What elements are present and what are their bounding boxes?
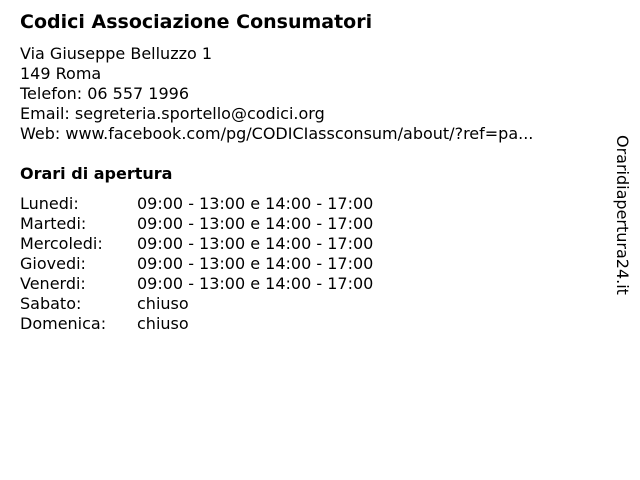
day-label: Venerdi: (20, 274, 86, 293)
day-hours: 09:00 - 13:00 e 14:00 - 17:00 (137, 254, 374, 273)
day-label: Domenica: (20, 314, 107, 333)
hours-row-sunday (20, 314, 373, 334)
day-hours: 09:00 - 13:00 e 14:00 - 17:00 (137, 234, 374, 253)
address-street: Via Giuseppe Belluzzo 1 (20, 44, 213, 63)
day-hours: 09:00 - 13:00 e 14:00 - 17:00 (137, 274, 374, 293)
day-label: Mercoledi: (20, 234, 103, 253)
day-label: Sabato: (20, 294, 82, 313)
hours-row-friday (20, 274, 373, 294)
day-label: Giovedi: (20, 254, 86, 273)
day-hours: chiuso (137, 294, 189, 313)
hours-row-thursday (20, 254, 373, 274)
website-url: Web: www.facebook.com/pg/CODICIassconsum/about/?ref=pa... (20, 124, 534, 143)
day-label: Lunedi: (20, 194, 79, 213)
contact-info (20, 44, 533, 144)
address-city: 149 Roma (20, 64, 102, 83)
phone-number: Telefon: 06 557 1996 (20, 84, 190, 103)
email-address: Email: segreteria.sportello@codici.org (20, 104, 325, 123)
hours-row-monday (20, 194, 373, 214)
opening-hours-table (20, 194, 373, 334)
hours-row-saturday (20, 294, 373, 314)
day-hours: 09:00 - 13:00 e 14:00 - 17:00 (137, 194, 374, 213)
hours-row-tuesday (20, 214, 373, 234)
opening-hours-heading: Orari di apertura (20, 164, 173, 183)
day-hours: 09:00 - 13:00 e 14:00 - 17:00 (137, 214, 374, 233)
site-name: Oraridiapertura24.it (613, 135, 632, 295)
hours-row-wednesday (20, 234, 373, 254)
day-label: Martedi: (20, 214, 87, 233)
business-name: Codici Associazione Consumatori (20, 11, 373, 33)
day-hours: chiuso (137, 314, 189, 333)
site-watermark (612, 135, 632, 311)
